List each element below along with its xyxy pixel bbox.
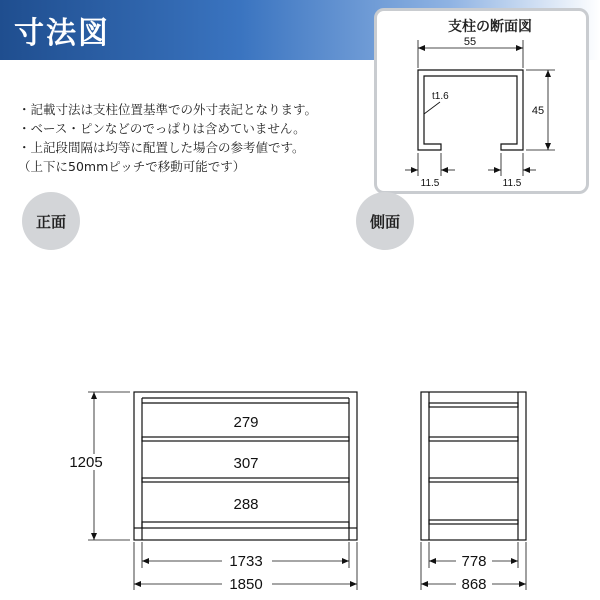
flange-right-label: 11.5 (502, 178, 522, 189)
spacing-label-top: 279 (233, 414, 259, 431)
cross-height-label: 45 (531, 105, 545, 117)
side-view-frame (421, 392, 526, 540)
column-profile (418, 70, 523, 150)
page-title: 寸法図 (14, 16, 110, 51)
front-outer-width-label: 1850 (229, 576, 263, 593)
cross-width-label: 55 (463, 36, 477, 48)
cross-section-title: 支柱の断面図 (448, 19, 532, 35)
note-line: （上下に50mmピッチで移動可能です） (18, 159, 246, 174)
spacing-label-bottom: 288 (233, 496, 259, 513)
front-height-label: 1205 (69, 454, 103, 471)
flange-left-label: 11.5 (420, 178, 440, 189)
side-inner-depth-label: 778 (461, 553, 487, 570)
note-line: ・ベース・ピンなどのでっぱりは含めていません。 (18, 121, 306, 136)
spacing-label-middle: 307 (233, 455, 259, 472)
front-view-label: 正面 (22, 192, 80, 250)
front-inner-width-label: 1733 (229, 553, 263, 570)
note-line: ・記載寸法は支柱位置基準での外寸表記となります。 (18, 102, 318, 117)
side-view-label: 側面 (356, 192, 414, 250)
side-outer-depth-label: 868 (461, 576, 487, 593)
thickness-label: t1.6 (432, 91, 449, 102)
note-line: ・上記段間隔は均等に配置した場合の参考値です。 (18, 140, 305, 155)
